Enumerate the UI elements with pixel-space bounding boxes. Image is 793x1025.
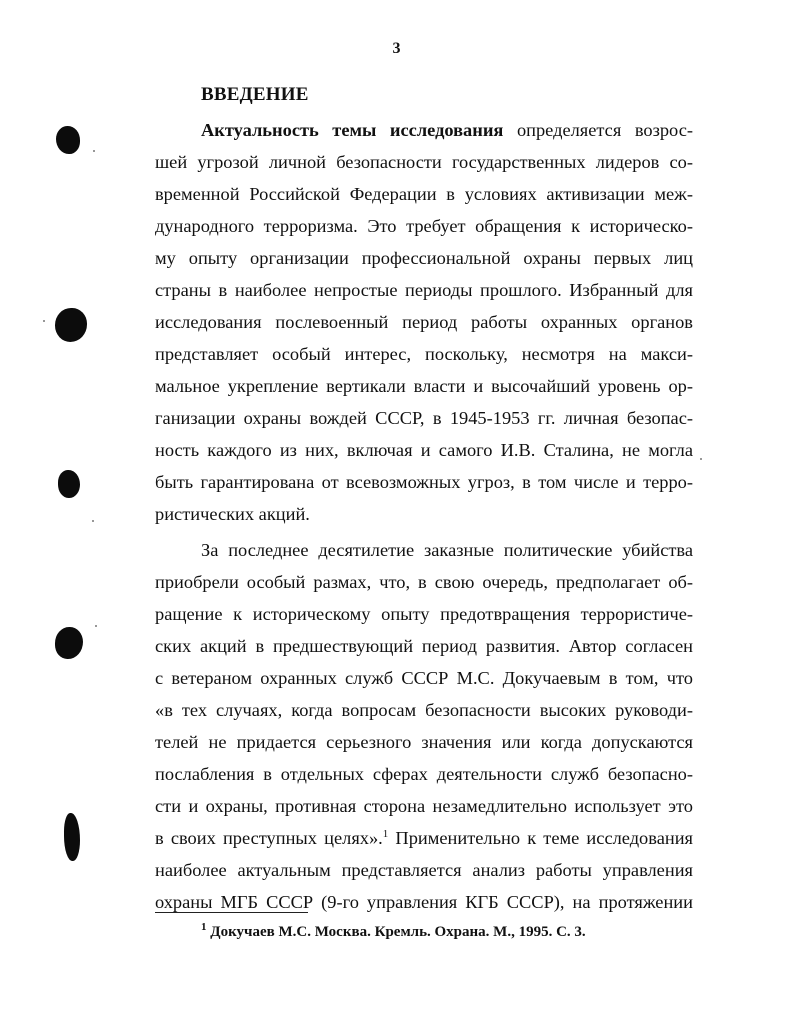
scan-speck [95, 625, 97, 627]
text-span: Применительно к теме исследования [388, 828, 693, 848]
punch-hole [56, 126, 80, 154]
text-line: страны в наиболее непростые периоды прошлого. Избранный для [155, 280, 693, 300]
text-line: шей угрозой личной безопасности государственных лидеров со- [155, 152, 693, 172]
text-span: в своих преступных целях». [155, 828, 383, 848]
text-line: наиболее актуальным представляется анализ работы управления [155, 860, 693, 880]
punch-hole [58, 470, 80, 498]
text-line: исследования послевоенный период работы охранных органов [155, 312, 693, 332]
text-line: с ветераном охранных служб СССР М.С. Докучаевым в том, что [155, 668, 693, 688]
text-line: му опыту организации профессиональной охраны первых лиц [155, 248, 693, 268]
footnote [201, 921, 586, 941]
text-line: дународного терроризма. Это требует обращения к историческо- [155, 216, 693, 236]
footnote-divider [155, 912, 308, 913]
text-line: мальное укрепление вертикали власти и высочайший уровень ор- [155, 376, 693, 396]
punch-hole [55, 627, 83, 659]
text-line [201, 119, 693, 141]
scan-speck [93, 150, 95, 152]
page-number: 3 [392, 40, 401, 57]
text-line: охраны МГБ СССР (9-го управления КГБ СССР), на протяжении [155, 892, 693, 912]
text-line: «в тех случаях, когда вопросам безопасности высоких руководи- [155, 700, 693, 720]
text-line [155, 827, 693, 849]
text-line: ганизации охраны вождей СССР, в 1945-1953 гг. личная безопас- [155, 408, 693, 428]
text-line: временной Российской Федерации в условиях активизации меж- [155, 184, 693, 204]
text-line: послабления в отдельных сферах деятельности служб безопасно- [155, 764, 693, 784]
text-line: ских акций в предшествующий период развития. Автор согласен [155, 636, 693, 656]
footnote-marker: 1 [201, 921, 207, 933]
text-line: ращение к историческому опыту предотвращения террористиче- [155, 604, 693, 624]
scan-speck [43, 320, 45, 322]
text-line: быть гарантирована от всевозможных угроз, в том числе и терро- [155, 472, 693, 492]
text-line: телей не придается серьезного значения или когда допускаются [155, 732, 693, 752]
text-line: За последнее десятилетие заказные политические убийства [201, 540, 693, 560]
text-line: представляет особый интерес, поскольку, несмотря на макси- [155, 344, 693, 364]
footnote-ref: 1 [382, 827, 389, 840]
text-line: приобрели особый размах, что, в свою очередь, предполагает об- [155, 572, 693, 592]
text-line: сти и охраны, противная сторона незамедлительно использует это [155, 796, 693, 816]
scan-speck [92, 520, 94, 522]
text-span: определяется возрос- [503, 120, 693, 140]
text-line: ристических акций. [155, 504, 310, 524]
footnote-text: Докучаев М.С. Москва. Кремль. Охрана. М., 1995. С. 3. [206, 924, 586, 940]
punch-hole [55, 308, 87, 342]
bold-term: Актуальность темы исследования [201, 120, 504, 140]
text-line: ность каждого из них, включая и самого И.В. Сталина, не могла [155, 440, 693, 460]
section-heading: ВВЕДЕНИЕ [201, 84, 309, 105]
punch-hole [64, 813, 80, 861]
scan-speck [700, 458, 702, 460]
